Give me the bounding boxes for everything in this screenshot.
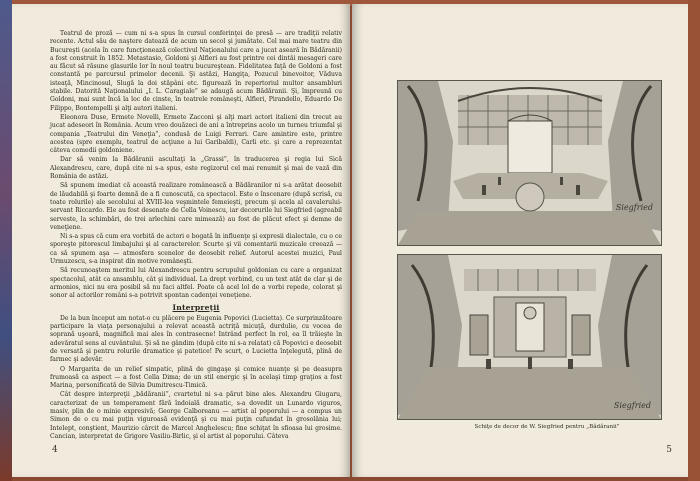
signature-2: Siegfried <box>613 401 651 410</box>
page-number-left: 4 <box>52 445 58 455</box>
cover-right-edge <box>688 0 700 481</box>
section-title: Interpreţii <box>172 302 220 312</box>
paragraph: Dar să venim la Bădăranii ascultaţi la „Grassi”, în traducerea şi regia lui Sică Alexandrescu, care, după cite ni s-a spus, este regizorul cel mai renumit şi mai de vază din România de astăzi. <box>50 156 342 181</box>
paragraph: Cât despre interpreţii „bădăranii”, cvartetul ni s-a părut bine ales. Alexandru Giugaru, caracterizat de un temperament fără îndoială dramatic, s-a dovedit un Lunardo viguros, masiv, plin de o minie expresivă; George Calboreanu — artist al poporului — a compus un Simon de o cu mai puţin viguroasă evidenţă şi cu mai puţin cufundat în grosolănia lui; Intelept, conştient, Maurizio cârcit de Marcel Anghelescu; fine schiţat în sfioasa lui grosime. Cancian, interpretat de Grigore Vasiliu-Birlic, şi el artist al poporului. Câteva <box>50 391 342 440</box>
signature-1: Siegfried <box>615 203 653 212</box>
paragraph: Teatrul de proză — cum ni s-a spus în cursul conferinţei de presă — are tradiţii relativ recente. Actul său de naştere datează de acum un secol şi jumătate. Cel mai mare teatru din Bucureşti (acela în care funcţionează colectivul Naţionalului care a jucat aseară în Bădăranii) a fost construit în 1852. Metastasio, Goldoni şi Alfieri au fost printre cei dintâi mesageri care au făcut să răsune glasurile lor în noul teatru bucureştean. Fidelitatea faţă de Goldoni a fost constantă pe parcursul primelor decenii. Şi astăzi, Hangiţa, Pozucul binevoitor, Văduva isteaţă, Mincinosul, Slugă la doi stăpâni etc. figurează în repertoriul multor ansambluri stabile. Datorită Naţionalului „I. L. Caragiale” se adaugă acum Bădăranii. Şi, împreună cu Goldoni, mai sunt încă la loc de cinste, în teatrele româneşti, Alfieri, Pirandello, Eduardo De Filippo, Bontempelli şi alţi autori italieni. <box>50 30 342 112</box>
page-number-right: 5 <box>666 445 672 455</box>
paragraph: O Margarita de un relief simpatic, plină de gingaşe şi comice nuanţe şi pe deasupra frumoasă ca aspect — a fost Cella Dima; de un stil energic şi în acelaşi timp graţios a fost Marina, personificată de Silvia Dumitrescu-Timică. <box>50 365 342 390</box>
stage-sketch-1-drawing <box>398 81 661 245</box>
article-text <box>50 30 342 442</box>
stage-sketch-2-drawing <box>398 255 661 419</box>
paragraph: Ni s-a spus că cum era vorbită de actori e bogată în influenţe şi expresii dialectale, cu o ce sporeşte pitorescul limbajului şi al caracterelor. Scurte şi vii comentarii muzicale creează — ca să spunem aşa — atmosfera scenelor de deosebit relief. Autorul acestei muzici, Paul Urmuzescu, s-a inspirat din motive româneşti. <box>50 233 342 266</box>
right-page <box>352 4 688 477</box>
left-page <box>12 4 350 477</box>
stage-sketch-2 <box>397 254 662 420</box>
paragraph: Eleonora Duse, Ermete Novelli, Ermete Zacconi şi alţi mari actori italieni din trecut au jucat adeseori în România. Acum vreo douăzeci de ani a întreprins acolo un turneu triumfal şi compania „Teatrului din Veneţia”, condusă de Luigi Ferrari. Care amintire este, printre acestea (spre exemplu, teatrul de acţiune a lui Garibaldi), Carli etc. şi care a reprezentat câteva comedii goldoniene. <box>50 113 342 155</box>
figure-caption: Schiţe de decor de W. Siegfried pentru „Bădăranii” <box>474 424 620 430</box>
paragraph: Să recunoaştem meritul lui Alexandrescu pentru scrupulul goldonian cu care a organizat spectacolul, atât ca ansamblu, cât şi individual. La drept vorbind, cu un text atât de clar şi de armonios, nici nu era posibil să nu faci altfel. Poate că acel lol de a vorbi repede, colorat şi sonor al actorilor români s-a potrivit spontan cadenţei veneţiene. <box>50 267 342 300</box>
paragraph: De la bun început am notat-o cu plăcere pe Eugenia Popovici (Lucietta). Ce surprinzătoare participare la viaţa personajului a relevat această actriţă micuţă, durdulie, cu vocea de soprană uşoară, magnifică mai ales în contrasecne! Intrând perfect în rol, ea îl trăieşte în adevăratul sens al cuvântului. Şi să ne gândim (după cite ni s-a relatat) că Popovici e deosebit de versată şi pentru rolurile dramatice şi patetice! Pe scurt, o Lucietta înţelegută, plină de farmec şi adevăr. <box>50 314 342 364</box>
paragraph: Să spunem imediat că această realizare românească a Bădăranilor ni s-a arătat deosebit de lăudabilă şi foarte demnă de a fi cunoscută, ca spectacol. Este o înscenare (după scrisă, cu toate rolurile) ale secolului al XVIII-lea veşmintele femeieşti, precum şi acela al cavalerului-servant Riccardo. Ele au fost desenate de Cella Voinescu, iar decorurile lui Siegfried (agreabil serveste, la schimbări, de trei arlechini care mimează) au fost de plăcut efect şi demne de veneţiene. <box>50 182 342 231</box>
stage-sketch-1 <box>397 80 662 246</box>
cover-left-edge <box>0 0 12 481</box>
